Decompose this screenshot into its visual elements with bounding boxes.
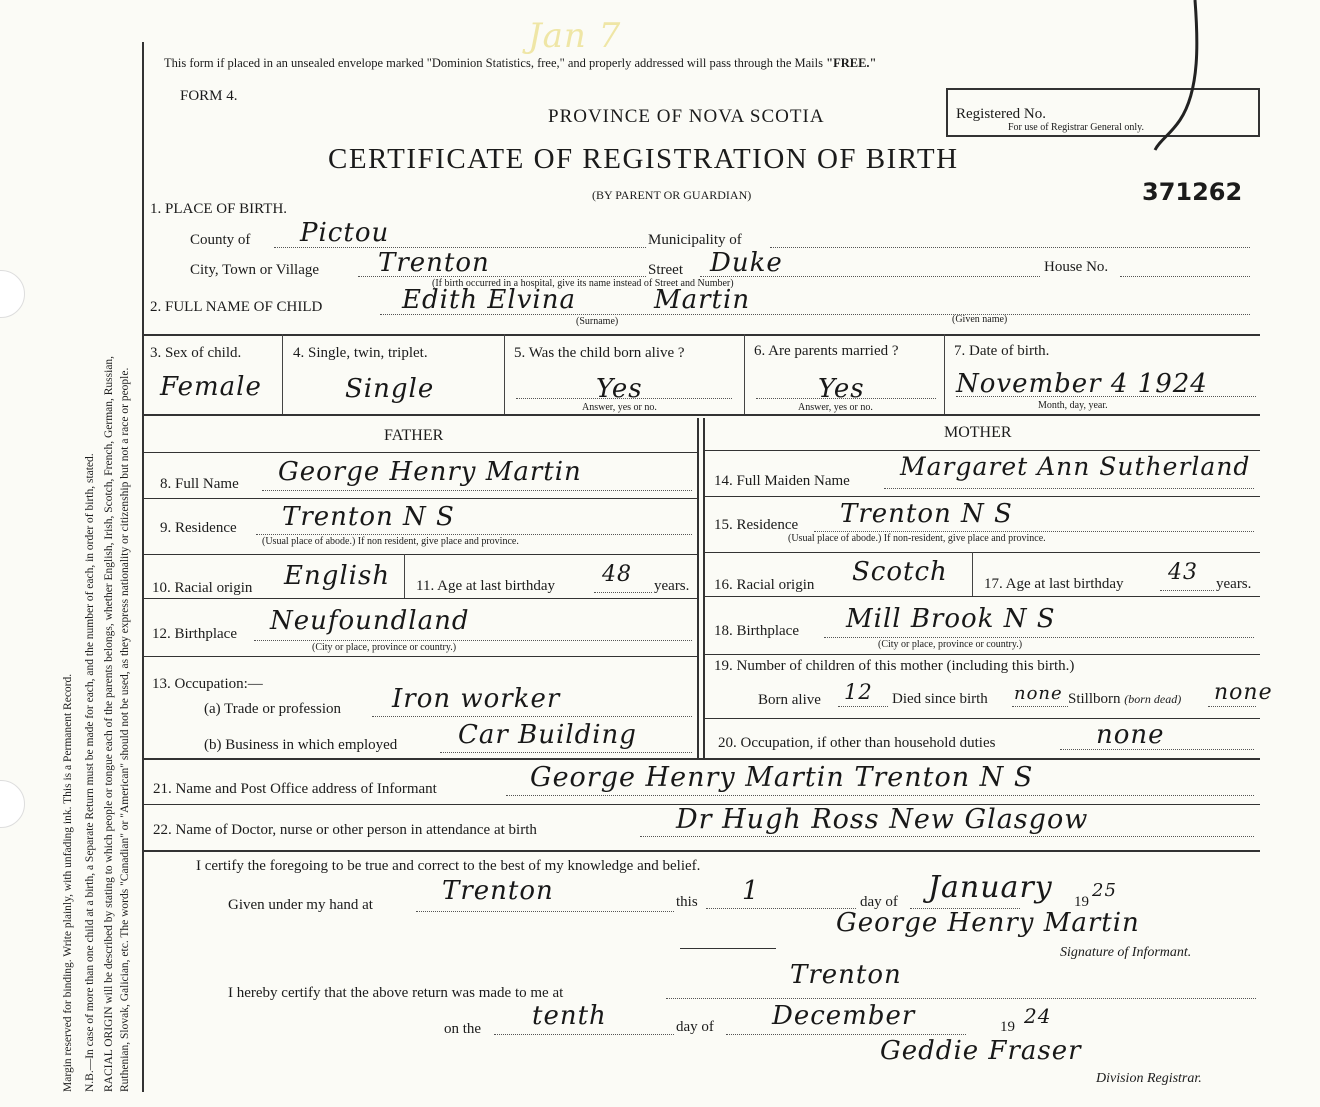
given-at-label: Given under my hand at — [228, 897, 373, 913]
sex-label: 3. Sex of child. — [150, 345, 242, 361]
return-label: I hereby certify that the above return was made to me at — [228, 985, 564, 1001]
alive-line — [516, 398, 732, 399]
surname-caption: (Surname) — [576, 316, 619, 327]
given-at-value: Trenton — [442, 876, 554, 906]
born-alive-line — [838, 706, 888, 707]
house-number-line — [1120, 276, 1250, 277]
street-label: Street — [648, 262, 683, 278]
return-place-line — [666, 998, 1256, 999]
mother-age-label: 17. Age at last birthday — [984, 576, 1124, 592]
father-racial-label: 10. Racial origin — [152, 580, 253, 596]
married-label: 6. Are parents married ? — [754, 343, 899, 359]
father-age-line — [594, 592, 652, 593]
father-birthplace-label: 12. Birthplace — [152, 626, 237, 642]
father-rule-4 — [142, 598, 697, 599]
return-year-suffix: 24 — [1024, 1004, 1052, 1028]
father-years: years. — [654, 578, 690, 594]
return-day-of-label: day of — [676, 1019, 714, 1035]
pen-stroke — [1140, 0, 1220, 200]
given-at-line — [416, 911, 674, 912]
stillborn-note: (born dead) — [1124, 692, 1182, 706]
father-business-line — [440, 752, 692, 753]
father-occupation-label: 13. Occupation:— — [152, 676, 263, 692]
alive-label: 5. Was the child born alive ? — [514, 345, 685, 361]
mail-note-text: This form if placed in an unsealed envelope marked "Dominion Statistics, free," and properly addressed will pass through the Mails — [164, 56, 823, 70]
return-day-line — [494, 1034, 674, 1035]
father-birthplace-value: Neufoundland — [270, 606, 470, 636]
mother-residence-label: 15. Residence — [714, 517, 799, 533]
single-label: 4. Single, twin, triplet. — [293, 345, 428, 361]
street-value: Duke — [710, 248, 783, 278]
return-year-prefix: 19 — [1000, 1019, 1015, 1035]
father-name-label: 8. Full Name — [160, 476, 239, 492]
mother-rule-1 — [703, 450, 1260, 451]
city-value: Trenton — [378, 248, 490, 278]
mother-racial-label: 16. Racial origin — [714, 577, 815, 593]
stillborn-label-text: Stillborn — [1068, 691, 1121, 707]
father-business-value: Car Building — [458, 720, 637, 750]
registered-note: For use of Registrar General only. — [1008, 122, 1144, 133]
province-title: PROVINCE OF NOVA SCOTIA — [548, 106, 825, 127]
mother-occupation-value: none — [1096, 720, 1165, 750]
father-rule-1 — [142, 452, 697, 453]
hospital-note: (If birth occurred in a hospital, give its name instead of Street and Number) — [432, 278, 734, 289]
municipality-line — [770, 247, 1250, 248]
form-left-border — [142, 42, 144, 1092]
informant-label: 21. Name and Post Office address of Informant — [153, 781, 437, 797]
side-note-2: N.B.—In case of more than one child at a birth, a Separate Return must be made for each, and the number of each, in order of birth, stated. — [84, 453, 96, 1092]
mother-residence-note: (Usual place of abode.) If non-resident, give place and province. — [788, 533, 1046, 544]
date-value: November 4 1924 — [956, 369, 1208, 399]
parents-divider-b — [703, 418, 705, 758]
born-alive-label: Born alive — [758, 692, 821, 708]
doctor-line — [640, 836, 1254, 837]
father-birthplace-line — [254, 640, 692, 641]
form-number: FORM 4. — [180, 88, 238, 104]
child-surname: Martin — [654, 285, 751, 315]
day-value: 1 — [742, 876, 760, 906]
mother-residence-value: Trenton N S — [840, 499, 1013, 529]
mother-birthplace-label: 18. Birthplace — [714, 623, 799, 639]
registrar-signature: Geddie Fraser — [880, 1036, 1082, 1066]
mother-name-value: Margaret Ann Sutherland — [900, 452, 1251, 481]
father-name-line — [262, 490, 692, 491]
married-value: Yes — [818, 374, 865, 404]
stillborn-value: none — [1214, 680, 1273, 705]
parents-divider-a — [697, 418, 699, 758]
day-line — [706, 908, 856, 909]
doctor-value: Dr Hugh Ross New Glasgow — [676, 804, 1089, 835]
certification-top-rule — [142, 850, 1260, 852]
mother-name-line — [884, 488, 1254, 489]
month-value: January — [928, 870, 1053, 905]
place-of-birth-label: 1. PLACE OF BIRTH. — [150, 201, 288, 217]
alive-answer-note: Answer, yes or no. — [582, 402, 657, 413]
stillborn-label — [1068, 691, 1181, 708]
mother-heading: MOTHER — [944, 424, 1012, 441]
father-rule-5 — [142, 656, 697, 657]
child-name-label: 2. FULL NAME OF CHILD — [150, 299, 323, 315]
row3-div-2 — [504, 334, 505, 414]
mother-name-label: 14. Full Maiden Name — [714, 473, 850, 489]
given-name-caption: (Given name) — [952, 314, 1008, 325]
died-line — [1012, 706, 1068, 707]
year-suffix: 25 — [1092, 880, 1117, 901]
father-heading: FATHER — [384, 427, 444, 444]
father-business-label: (b) Business in which employed — [204, 737, 398, 753]
row3-bottom-border — [142, 414, 1260, 416]
house-number-label: House No. — [1044, 259, 1109, 275]
return-month-line — [726, 1034, 966, 1035]
married-line — [756, 398, 936, 399]
row3-top-border — [142, 334, 1260, 336]
county-label: County of — [190, 232, 251, 248]
certify-statement: I certify the foregoing to be true and correct to the best of my knowledge and belief. — [196, 858, 701, 874]
informant-signature: George Henry Martin — [836, 908, 1140, 938]
side-note-3: RACIAL ORIGIN will be described by stating to which people or tongue each of the parents belongs, whether English, Irish, Scotch, French, German, Russian, — [103, 355, 115, 1092]
certificate-number: 371262 — [1142, 178, 1243, 206]
mother-years: years. — [1216, 576, 1252, 592]
registered-label: Registered No. — [956, 106, 1046, 122]
father-rule-2 — [142, 498, 697, 499]
father-residence-line — [256, 534, 692, 535]
father-trade-label: (a) Trade or profession — [204, 701, 342, 717]
row3-div-1 — [282, 334, 283, 414]
municipality-label: Municipality of — [648, 232, 742, 248]
mother-racial-value: Scotch — [852, 557, 948, 587]
died-value: none — [1014, 683, 1063, 704]
father-racial-value: English — [284, 561, 391, 591]
mother-rule-2 — [703, 496, 1260, 497]
born-alive-value: 12 — [844, 680, 873, 704]
received-stamp: Jan 7 — [528, 16, 622, 56]
father-racial-divider — [404, 554, 405, 598]
father-residence-value: Trenton N S — [282, 502, 455, 532]
date-line — [956, 396, 1256, 397]
doctor-label: 22. Name of Doctor, nurse or other person in attendance at birth — [153, 822, 537, 838]
father-trade-line — [372, 716, 692, 717]
father-age-value: 48 — [602, 562, 632, 587]
mother-age-line — [1160, 590, 1214, 591]
mother-rule-3 — [703, 552, 1260, 553]
mother-rule-4 — [703, 596, 1260, 597]
father-residence-label: 9. Residence — [160, 520, 237, 536]
year-prefix: 19 — [1074, 894, 1089, 910]
date-label: 7. Date of birth. — [954, 343, 1050, 359]
side-note-4: Ruthenian, Slovak, Galician, etc. The words "Canadian" or "American" should not be used, as they express nationality or citizenship but not a race or people. — [119, 367, 131, 1092]
side-note-1: Margin reserved for binding. Write plainly, with unfading ink. This is a Permanent Record. — [62, 673, 74, 1092]
on-the-label: on the — [444, 1021, 482, 1037]
mother-residence-line — [814, 531, 1254, 532]
certificate-title: CERTIFICATE OF REGISTRATION OF BIRTH — [328, 143, 959, 175]
child-given-name: Edith Elvina — [402, 285, 576, 315]
mother-birthplace-line — [824, 637, 1254, 638]
mother-children-label: 19. Number of children of this mother (including this birth.) — [714, 658, 1075, 674]
registrar-caption: Division Registrar. — [1096, 1071, 1202, 1086]
return-place-value: Trenton — [790, 960, 902, 990]
father-birthplace-note: (City or place, province or country.) — [312, 642, 457, 653]
signature-caption: Signature of Informant. — [1060, 945, 1192, 960]
binding-hole-bottom — [0, 780, 25, 828]
mother-rule-6 — [703, 718, 1260, 719]
father-age-label: 11. Age at last birthday — [416, 578, 555, 594]
father-rule-3 — [142, 554, 697, 555]
mother-racial-divider — [972, 552, 973, 596]
date-note: Month, day, year. — [1038, 400, 1108, 411]
this-label: this — [676, 894, 698, 910]
father-trade-value: Iron worker — [392, 684, 561, 714]
informant-top-rule — [142, 758, 1260, 760]
alive-value: Yes — [596, 374, 643, 404]
died-label: Died since birth — [892, 691, 988, 707]
city-label: City, Town or Village — [190, 262, 320, 278]
county-value: Pictou — [300, 218, 390, 248]
binding-hole-top — [0, 270, 25, 318]
sex-value: Female — [160, 372, 262, 402]
mother-age-value: 43 — [1168, 560, 1198, 585]
certificate-subtitle: (BY PARENT OR GUARDIAN) — [592, 188, 752, 202]
single-value: Single — [345, 374, 435, 404]
mother-birthplace-note: (City or place, province or country.) — [878, 639, 1023, 650]
stillborn-line — [1208, 706, 1256, 707]
return-day-value: tenth — [532, 1001, 607, 1031]
mother-rule-5 — [703, 654, 1260, 655]
mail-note — [164, 56, 876, 71]
father-residence-note: (Usual place of abode.) If non resident, give place and province. — [262, 536, 519, 547]
father-name-value: George Henry Martin — [278, 457, 582, 487]
blank-rule — [680, 948, 776, 949]
married-answer-note: Answer, yes or no. — [798, 402, 873, 413]
day-of-label: day of — [860, 894, 898, 910]
row3-div-4 — [944, 334, 945, 414]
return-month-value: December — [772, 1001, 916, 1031]
row3-div-3 — [744, 334, 745, 414]
informant-line — [506, 795, 1254, 796]
mother-occupation-label: 20. Occupation, if other than household duties — [718, 735, 996, 751]
mother-birthplace-value: Mill Brook N S — [846, 604, 1056, 634]
informant-value: George Henry Martin Trenton N S — [530, 762, 1034, 793]
mail-free: "FREE." — [826, 56, 877, 70]
